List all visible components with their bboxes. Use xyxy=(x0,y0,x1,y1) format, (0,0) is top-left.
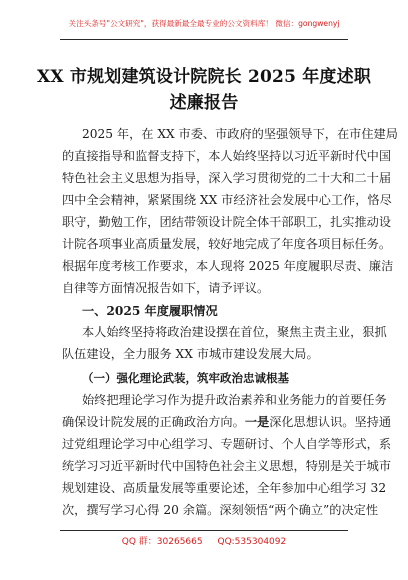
qq-link[interactable]: QQ:535304092 xyxy=(217,537,287,547)
document-title-line2: 述廉报告 xyxy=(169,93,239,113)
intro-line: 职守，勤勉工作，团结带领设计院全体干部职工，扎实推动设 xyxy=(62,215,392,229)
subsection1-line: 规划建设、高质量发展等重要论述，全年参加中心组学习 32 xyxy=(62,481,387,495)
section1-line: 队伍建设，全力服务 XX 市城市建设发展大局。 xyxy=(62,347,319,361)
subsection-heading: （一）强化理论武装，筑牢政治忠诚根基 xyxy=(82,371,289,385)
qq-group-link[interactable]: QQ 群：30265665 xyxy=(121,537,203,547)
top-banner: 关注头条号"公文研究"，获得最新最全最专业的公文资料库！ 微信：gongwenyj xyxy=(68,19,340,28)
intro-line: 特色社会主义思想为指导，深入学习贯彻党的二十大和二十届 xyxy=(62,171,392,185)
section-heading: 一、2025 年度履职情况 xyxy=(82,304,218,318)
subsection1-line-head: 确保设计院发展的正确政治方向。 xyxy=(62,415,245,429)
intro-line: 2025 年，在 XX 市委、市政府的坚强领导下，在市住建局 xyxy=(82,127,398,141)
intro-line: 根据年度考核工作要求，本人现将 2025 年度履职尽责、廉洁 xyxy=(62,259,394,273)
subsection1-line: 统学习习近平新时代中国特色社会主义思想，特别是关于城市 xyxy=(62,459,392,473)
intro-line: 自律等方面情况报告如下，请予评议。 xyxy=(62,281,270,295)
intro-line: 的直接指导和监督支持下，本人始终坚持以习近平新时代中国 xyxy=(62,149,392,163)
header-rule xyxy=(60,39,348,40)
footer-rule xyxy=(60,530,348,531)
subsection1-line: 始终把理论学习作为提升政治素养和业务能力的首要任务 xyxy=(82,393,387,407)
section1-line: 本人始终坚持将政治建设摆在首位，聚焦主责主业，狠抓 xyxy=(82,325,387,339)
intro-line: 计院各项事业高质量发展，较好地完成了年度各项目标任务。 xyxy=(62,237,392,251)
document-title-line1: XX 市规划建筑设计院院长 2025 年度述职 xyxy=(36,67,372,87)
intro-line: 四中全会精神，紧紧围绕 XX 市经济社会发展中心工作，恪尽 xyxy=(62,193,392,207)
subsection1-line: 过党组理论学习中心组学习、专题研讨、个人自学等形式，系 xyxy=(62,437,392,451)
footer xyxy=(0,534,408,547)
subsection1-line: 次，撰写学习心得 20 余篇。深刻领悟“两个确立”的决定性 xyxy=(62,503,379,517)
subsection1-line xyxy=(62,411,392,433)
enumeration-marker: 一是 xyxy=(244,415,270,429)
subsection1-line-tail: 深化思想认识。坚持通 xyxy=(269,415,392,429)
